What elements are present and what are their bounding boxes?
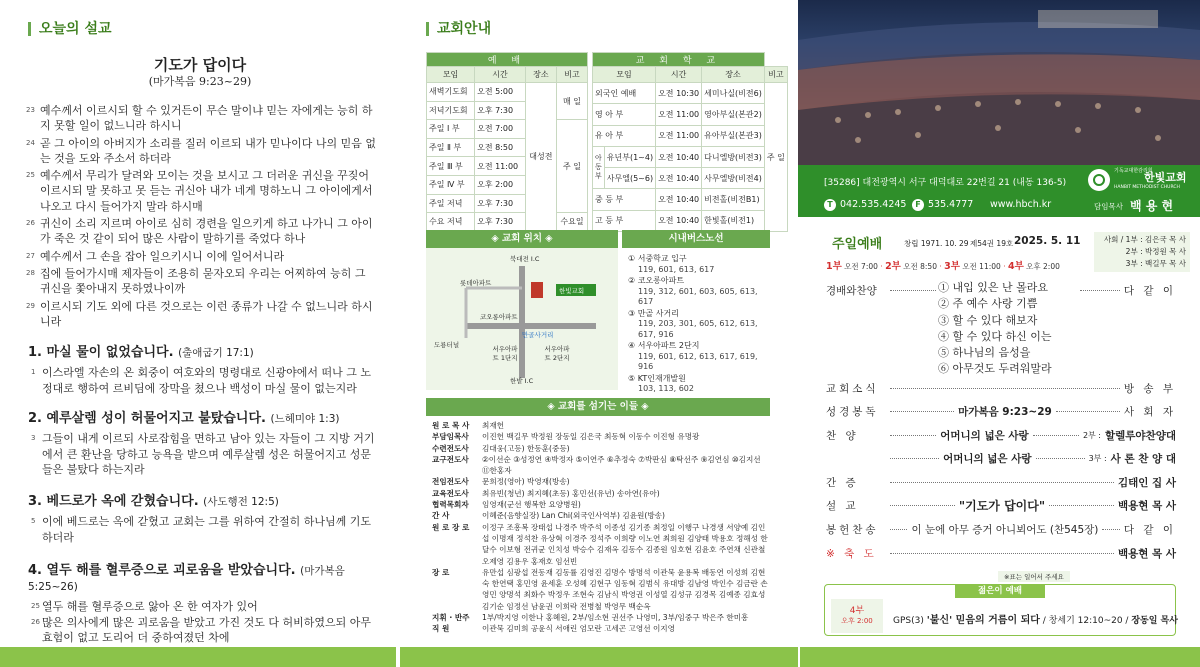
church-marker xyxy=(531,282,543,298)
host-box xyxy=(1094,232,1190,272)
service-time: 오전 11:00 xyxy=(962,262,1001,271)
order-label: 경배와찬양 xyxy=(826,284,877,297)
school-meeting: 유 아 부 xyxy=(593,125,656,146)
school-place: 유아부실(본관3) xyxy=(702,125,765,146)
school-place: 영아부실(본관2) xyxy=(702,104,765,125)
school-time: 오전 11:00 xyxy=(656,125,702,146)
school-place: 비전홀(비전B1) xyxy=(702,189,765,210)
sermon-point xyxy=(28,494,378,545)
order-label: 봉헌찬송 xyxy=(826,523,879,536)
sermon-title: 기도가 답이다 xyxy=(153,56,247,74)
map-label-tunnel: 도룡터널 xyxy=(434,341,460,349)
youth-part: 4부 xyxy=(849,606,865,616)
dotted-leader xyxy=(890,482,1114,483)
verse-text: 열두 해를 혈루증으로 앓아 온 한 여자가 있어 xyxy=(42,600,258,613)
point-title-text: 4. 열두 해를 혈루증으로 괴로움을 받았습니다. xyxy=(28,563,296,578)
service-part: 3부 xyxy=(944,261,960,272)
school-note: 주 일 xyxy=(764,83,787,232)
order-by: 사 론 찬 양 대 xyxy=(1110,452,1176,465)
order-row-item xyxy=(826,380,1176,396)
staff-names: 1부/박지영 이한나 홍혜원, 2부/임소현 권선주 나영미, 3부/임중구 박은주 한미흥 xyxy=(482,613,749,623)
youth-series: GPS(3) xyxy=(893,616,924,626)
congregation-photo xyxy=(798,0,1200,165)
staff-row xyxy=(432,488,770,499)
order-by: 백용현 목 사 xyxy=(1117,547,1176,560)
sermon-point xyxy=(28,563,378,646)
church-address: [35286] 대전광역시 서구 대덕대로 22번길 21 (내동 136-5) xyxy=(824,178,1067,188)
order-label: ※ 축 도 xyxy=(826,547,877,560)
map-label-north-ic: 북대전 I.C xyxy=(510,255,540,263)
staff-names: 임영재(군선 행복한 요양병원) xyxy=(482,500,581,510)
school-row xyxy=(593,83,788,104)
worship-note-daily: 매 일 xyxy=(556,83,587,120)
dotted-leader xyxy=(1056,411,1120,412)
staff-row xyxy=(432,510,770,521)
order-row-item xyxy=(826,521,1176,537)
bus-stop xyxy=(628,254,770,275)
point-title xyxy=(28,563,378,595)
staff-role: 전임전도사 xyxy=(432,477,469,487)
worship-col-header: 시간 xyxy=(475,67,526,83)
worship-title: 주일예배 xyxy=(832,237,883,252)
order-row-item xyxy=(826,497,1176,513)
service-times: 1부 오전 7:00 · 2부 오전 8:50 · 3부 오전 11:00 · 4부 오후 2:00 xyxy=(826,261,1060,272)
point-reference: (마가복음 5:25~26) xyxy=(28,565,345,593)
service-time: 오전 8:50 xyxy=(903,262,937,271)
staff-row xyxy=(432,612,770,623)
verse-text: 그들이 내게 이르되 사로잡힘을 면하고 남아 있는 자들이 그 지방 거기에서 큰 환난을 당하고 능욕을 받으며 예루살렘 성은 허물어지고 성문들은 불탔다 하는지라 xyxy=(42,432,375,477)
worship-meeting: 저녁기도회 xyxy=(427,101,475,120)
youth-preacher: 장동일 목사 xyxy=(1131,616,1178,626)
staff-role: 간 사 xyxy=(432,511,450,521)
school-meeting: 중 등 부 xyxy=(593,189,656,210)
point-title-text: 3. 베드로가 옥에 갇혔습니다. xyxy=(28,494,199,509)
host-label: 3부 : xyxy=(1125,259,1143,268)
order-row-item xyxy=(826,450,1176,466)
location-map xyxy=(426,248,618,390)
verse-text: 이에 베드로는 옥에 갇혔고 교회는 그를 위하여 간절히 하나님께 기도하더라 xyxy=(42,515,371,544)
order-label: 간 증 xyxy=(826,476,859,489)
choir-part: 2부 : xyxy=(1082,430,1101,440)
verse-number: 24 xyxy=(26,138,35,147)
staff-row xyxy=(432,522,770,567)
bus-stop xyxy=(628,374,770,395)
bus-numbers: 119, 203, 301, 605, 612, 613, 617, 916 xyxy=(638,319,758,339)
verse-number: 3 xyxy=(31,434,36,442)
order-label: 찬 양 xyxy=(826,429,859,442)
church-name: 한빛교회 xyxy=(1144,171,1187,184)
verse xyxy=(26,249,376,264)
point-title-text: 1. 마실 물이 없었습니다. xyxy=(28,345,174,360)
worship-time: 오후 7:30 xyxy=(475,194,526,213)
praise-list xyxy=(938,280,1052,378)
verse-text: 이스라엘 자손의 온 회중이 여호와의 명령대로 신광야에서 떠나 그 노정대로 행하여 르비딤에 장막을 쳤으나 백성이 마실 물이 없는지라 xyxy=(42,366,371,395)
church-fax: 535.4777 xyxy=(928,199,974,210)
worship-meeting: 주일 저녁 xyxy=(427,194,475,213)
map-label-seowoo1: 서우아파트 1단지 xyxy=(492,345,518,362)
section-title-church-info: 교회안내 xyxy=(426,22,491,36)
order-by: 사 회 자 xyxy=(1123,405,1176,418)
school-time: 오전 10:40 xyxy=(656,189,702,210)
point-reference: (느헤미야 1:3) xyxy=(270,413,340,425)
dotted-leader xyxy=(890,388,1120,389)
school-row xyxy=(593,168,788,189)
choir-part: 3부 : xyxy=(1088,453,1107,463)
verse-text: 예수께서 이르시되 할 수 있거든이 무슨 말이냐 믿는 자에게는 능히 하지 못할 일이 없느니라 하시니 xyxy=(40,104,373,133)
sermon-point xyxy=(28,411,378,478)
point-title xyxy=(28,411,378,427)
school-row xyxy=(593,146,788,167)
service-part: 1부 xyxy=(826,261,842,272)
verse-number: 25 xyxy=(26,171,35,180)
staff-names: 이혜준(음향실장) Lan Chi(외국인사역부) 김윤원(방송) xyxy=(482,511,665,521)
point-title xyxy=(28,494,378,510)
verse-number: 28 xyxy=(26,268,35,277)
host-label: 2부 : xyxy=(1125,247,1143,256)
order-by: 다 같 이 xyxy=(1123,523,1177,536)
staff-row xyxy=(432,454,770,477)
praise-song: ② 주 예수 사랑 기쁨 xyxy=(938,297,1038,311)
church-logo-icon xyxy=(1088,169,1110,191)
school-time: 오전 10:40 xyxy=(656,210,702,231)
dotted-leader xyxy=(1102,529,1119,530)
school-row xyxy=(593,125,788,146)
worship-row xyxy=(427,120,588,139)
staff-row xyxy=(432,567,770,612)
sermon-reference: (마가복음 9:23~29) xyxy=(148,75,252,88)
host-name: 김은국 목 사 xyxy=(1145,235,1186,244)
bus-stop xyxy=(628,341,770,373)
praise-song: ① 내입 있은 난 몰라요 xyxy=(938,281,1048,294)
school-group-label: 아동부 xyxy=(593,146,605,189)
praise-song: ⑥ 아무것도 두려워말라 xyxy=(938,362,1052,376)
youth-title: '불신' 믿음의 거름이 되다 xyxy=(926,615,1040,626)
dotted-leader xyxy=(890,529,907,530)
order-row-item xyxy=(826,427,1176,443)
order-content: 어머니의 넓은 사랑 xyxy=(940,429,1029,442)
map-label-church: 한빛교회 xyxy=(559,287,585,295)
map-label-crossroad: 만골사거리 xyxy=(522,331,554,339)
school-time: 오전 11:00 xyxy=(656,104,702,125)
worship-note-wed: 수요일 xyxy=(556,213,587,232)
worship-time: 오후 7:30 xyxy=(475,101,526,120)
staff-row xyxy=(432,476,770,487)
school-time: 오전 10:40 xyxy=(656,168,702,189)
verse-number: 25 xyxy=(31,602,40,610)
service-part: 4부 xyxy=(1007,261,1024,272)
pastor-label: 담임목사 xyxy=(1094,202,1123,211)
verse xyxy=(26,168,376,214)
youth-sermon xyxy=(893,611,1178,626)
bottom-green-bar xyxy=(0,647,396,667)
dotted-leader xyxy=(890,553,1114,554)
map-label-seowoo2: 서우아파트 2단지 xyxy=(544,345,570,362)
verse-text: 집에 들어가시매 제자들이 조용히 묻자오되 우리는 어찌하여 능히 그 귀신을 쫓아내지 못하였나이까 xyxy=(40,266,366,296)
service-time: 오후 2:00 xyxy=(1026,262,1060,271)
verse xyxy=(26,299,376,329)
youth-ref: / 창세기 12:10~20 / xyxy=(1042,616,1129,626)
verse-number: 29 xyxy=(26,301,35,310)
verse-text: 귀신이 소리 지르며 아이로 심히 경련을 일으키게 하고 나가니 그 아이가 죽은 것 같이 되어 많은 사람이 말하기를 죽었다 하나 xyxy=(40,216,373,246)
photo-svg xyxy=(798,0,1200,165)
school-meeting: 고 등 부 xyxy=(593,210,656,231)
worship-row xyxy=(427,83,588,102)
service-part: 2부 xyxy=(885,261,901,272)
bus-numbers: 119, 601, 613, 617 xyxy=(638,264,715,274)
school-row xyxy=(593,104,788,125)
staff-row xyxy=(432,443,770,454)
map-svg xyxy=(426,248,618,390)
order-label: 교회소식 xyxy=(826,382,879,395)
section-title-sermon: 오늘의 설교 xyxy=(28,22,112,36)
verse-text: 이르시되 기도 외에 다른 것으로는 이런 종류가 나갈 수 없느니라 하시니라 xyxy=(40,299,373,328)
staff-names: 문희정(영아) 박영재(방송) xyxy=(482,477,570,487)
order-label: 성경봉독 xyxy=(826,405,879,418)
school-meeting: 외국인 예배 xyxy=(593,83,656,104)
church-phone: 042.535.4245 xyxy=(840,199,907,210)
verse-text: 곧 그 아이의 아버지가 소리를 질러 이르되 내가 믿나이다 나의 믿음 없는 것을 도와 주소서 하더라 xyxy=(40,136,376,165)
staff-role: 원 로 장 로 xyxy=(432,522,470,532)
staff-role: 수련전도사 xyxy=(432,443,469,453)
school-place: 사무엘방(비전4) xyxy=(702,168,765,189)
order-content: 마가복음 9:23~29 xyxy=(958,405,1052,418)
staff-names: 최유빈(청년) 최지혜(초등) 홍민선(유년) 송아연(유아) xyxy=(482,488,660,498)
verse-number: 27 xyxy=(26,251,35,260)
host-row xyxy=(1098,258,1186,270)
point-title-text: 2. 예루살렘 성이 허물어지고 불탔습니다. xyxy=(28,411,266,426)
staff-names: 유만섭 심광섭 전동재 김동률 김영진 김명수 방명석 이관묵 윤용복 배동연 이성희 김현숙 한연택 홍민영 윤세훈 오성혜 김현구 임동혁 김범식 유대방 김남영 박인수 김금란 손영민 양명석 최화수 박정우 조현숙 김남식 박영권 이성열 김성규 김경목 김예종 김효성 김기순 임정선 남윤권 이희락 전병철 박영무 백순옥 xyxy=(482,567,768,611)
dotted-leader xyxy=(1036,458,1085,459)
order-row-item xyxy=(826,403,1176,419)
church-contact-bar xyxy=(798,165,1200,217)
worship-meeting: 주일 Ⅲ 부 xyxy=(427,157,475,176)
bus-stop xyxy=(628,276,770,308)
bottom-green-bar-2 xyxy=(400,647,798,667)
bus-stop-name: ④ 서우아파트 2단지 xyxy=(628,341,700,350)
worship-meeting: 새벽기도회 xyxy=(427,83,475,102)
host-name: 박정원 목 사 xyxy=(1145,247,1186,256)
church-website[interactable]: www.hbch.kr xyxy=(990,199,1052,210)
bottom-green-bar-3 xyxy=(800,647,1200,667)
staff-names: 이진헌 백길무 박정원 장동일 김은국 최동혁 이동수 이진형 유명광 xyxy=(482,432,700,442)
worship-time: 오전 11:00 xyxy=(475,157,526,176)
verse xyxy=(26,136,376,166)
worship-col-header: 비고 xyxy=(556,67,587,83)
youth-worship-box xyxy=(824,584,1176,636)
youth-time: 오후 2:00 xyxy=(841,617,873,625)
dotted-leader xyxy=(1080,290,1120,291)
dotted-leader xyxy=(890,411,954,412)
worship-time: 오후 2:00 xyxy=(475,175,526,194)
church-english-name: HANBIT METHODIST CHURCH xyxy=(1114,185,1180,190)
fax-icon: F xyxy=(912,199,924,211)
order-label: 설 교 xyxy=(826,499,859,512)
staff-row xyxy=(432,420,770,431)
bus-numbers: 103, 113, 602 xyxy=(638,384,694,393)
staff-role: 교구전도사 xyxy=(432,454,469,464)
order-content: 이 눈에 아무 증거 아니뵈어도 (찬545장) xyxy=(911,523,1099,536)
order-content: 어머니의 넓은 사랑 xyxy=(943,452,1032,465)
verse xyxy=(26,266,376,296)
staff-list xyxy=(432,420,770,635)
point-title xyxy=(28,345,378,361)
order-by: 방 송 부 xyxy=(1123,382,1176,395)
staff-row xyxy=(432,431,770,442)
praise-song: ③ 할 수 있다 해보자 xyxy=(938,313,1038,327)
verse-text: 예수께서 그 손을 잡아 일으키시니 이에 일어서니라 xyxy=(40,249,285,263)
school-meeting: 사무엘(5~6) xyxy=(604,168,655,189)
church-denomination: 기독교대한감리회 xyxy=(1114,168,1153,174)
phone-icon: T xyxy=(824,199,836,211)
dotted-leader xyxy=(890,435,936,436)
dotted-leader xyxy=(890,290,936,291)
school-place: 다니엘방(비전3) xyxy=(702,146,765,167)
order-by: 백용현 목 사 xyxy=(1117,499,1177,512)
church-info-panel xyxy=(400,0,798,667)
worship-row xyxy=(427,213,588,232)
staff-names: ②이선순 ③성정연 ④박정자 ⑤이연주 ⑥추정숙 ⑦박판심 ⑧탁선주 ⑨김연심 ⑩김지선 ⑪한홍자 xyxy=(482,454,761,476)
standing-footnote: ※표는 일어서 주세요 xyxy=(998,571,1070,582)
worship-meeting: 주일 Ⅳ 부 xyxy=(427,175,475,194)
order-content: "기도가 답이다" xyxy=(958,498,1046,513)
school-row xyxy=(593,210,788,231)
location-header: ◈ 교회 위치 ◈ xyxy=(426,230,618,248)
staff-role: 협력목회자 xyxy=(432,500,469,510)
verse xyxy=(26,216,376,246)
point-reference: (출애굽기 17:1) xyxy=(178,347,254,359)
staff-role: 장 로 xyxy=(432,567,450,577)
school-time: 오전 10:30 xyxy=(656,83,702,104)
verse-number: 23 xyxy=(26,106,35,114)
order-by: 김태인 집 사 xyxy=(1117,476,1176,489)
worship-meeting: 수요 저녁 xyxy=(427,213,475,232)
point-verse xyxy=(28,514,378,545)
bus-stop xyxy=(628,309,770,341)
order-row-item xyxy=(826,545,1176,561)
verse-number: 26 xyxy=(26,218,35,227)
worship-meeting: 주일 Ⅱ 부 xyxy=(427,138,475,157)
bus-stop-name: ⑤ KT인재개발원 xyxy=(628,373,686,383)
dotted-leader xyxy=(890,505,955,506)
bus-routes xyxy=(628,254,770,396)
service-time: 오전 7:00 xyxy=(844,262,878,271)
point-verse xyxy=(28,431,378,478)
worship-time: 오전 5:00 xyxy=(475,83,526,102)
verse-number: 26 xyxy=(31,617,40,626)
worship-col-header: 모임 xyxy=(427,67,475,83)
staff-row xyxy=(432,623,770,634)
school-col-header: 시간 xyxy=(656,67,702,83)
staff-names: 이정구 조흥복 장태섭 나경주 박주석 이종성 김기종 최정일 이행구 나경생 서양예 김인섭 이명재 정석찬 유상혁 이경주 정석주 이희량 이노연 최희원 김양태 박용호 정해성 한달수 이보형 전귀균 인치성 박승수 김재옥 김동수 김종원 임호현 김윤호 주연채 신관철 오제영 김용우 홍재호 임선빈 xyxy=(482,522,768,566)
pastor-name: 백 용 현 xyxy=(1130,199,1174,213)
order-by: 할렐루야찬양대 xyxy=(1105,429,1177,442)
sermon-point xyxy=(28,345,378,396)
school-meeting: 유년부(1~4) xyxy=(604,146,655,167)
worship-table xyxy=(426,52,588,232)
worship-meeting: 주일 Ⅰ 부 xyxy=(427,120,475,139)
school-row xyxy=(593,189,788,210)
staff-names: 이관묵 김미희 공윤식 서애린 엄모란 고세곤 고영선 이지영 xyxy=(482,624,675,634)
staff-role: 부담임목사 xyxy=(432,432,469,442)
church-school-table xyxy=(592,52,788,232)
issue-number: 제54권 19호 xyxy=(970,239,1014,248)
school-time: 오전 10:40 xyxy=(656,146,702,167)
order-row-item xyxy=(826,474,1176,490)
point-verse xyxy=(28,599,378,615)
staff-role: 교육전도사 xyxy=(432,488,469,498)
bus-numbers: 119, 312, 601, 603, 605, 613, 617 xyxy=(638,286,758,306)
bulletin-cover-panel xyxy=(798,0,1200,667)
point-verse xyxy=(28,365,378,396)
school-meeting: 영 아 부 xyxy=(593,104,656,125)
founded-date: 창립 1971. 10. 29 xyxy=(904,239,969,248)
point-reference: (사도행전 12:5) xyxy=(203,496,279,508)
host-name: 백길무 목 사 xyxy=(1145,259,1186,268)
host-row xyxy=(1098,234,1186,246)
staff-header: ◈ 교회를 섬기는 이들 ◈ xyxy=(426,398,770,416)
worship-table-header: 예 배 xyxy=(427,53,588,67)
school-col-header: 비고 xyxy=(764,67,787,83)
youth-time-box xyxy=(831,599,883,633)
order-by: 다 같 이 xyxy=(1123,284,1176,297)
point-verse xyxy=(28,615,378,646)
worship-time: 오전 8:50 xyxy=(475,138,526,157)
staff-names: 최재헌 xyxy=(482,421,505,430)
host-label: 사회 / 1부 : xyxy=(1103,235,1143,244)
school-col-header: 장소 xyxy=(702,67,765,83)
dotted-leader xyxy=(890,458,939,459)
verse-number: 5 xyxy=(31,517,36,525)
staff-names: 김대웅(고등) 한동훈(중등) xyxy=(482,443,570,453)
host-row xyxy=(1098,246,1186,258)
scripture-verses xyxy=(26,103,376,331)
bus-stop-name: ③ 만골 사거리 xyxy=(628,308,679,318)
worship-place: 대성전 xyxy=(525,83,556,232)
bulletin-date: 2025. 5. 11 xyxy=(1014,235,1081,247)
staff-role: 직 원 xyxy=(432,624,450,634)
staff-role: 지휘 · 반주 xyxy=(432,613,470,623)
worship-col-header: 장소 xyxy=(525,67,556,83)
bus-header: 시내버스노선 xyxy=(622,230,770,248)
youth-worship-header: 젊은이 예배 xyxy=(955,584,1045,598)
verse xyxy=(26,103,376,133)
bus-stop-name: ① 서중학교 입구 xyxy=(628,254,687,263)
staff-row xyxy=(432,499,770,510)
dotted-leader xyxy=(1049,505,1114,506)
map-label-hanbat-ic: 한밭 I.C xyxy=(510,377,534,385)
bus-numbers: 119, 601, 612, 613, 617, 619, 916 xyxy=(638,351,758,371)
praise-song: ⑤ 하나님의 음성을 xyxy=(938,346,1031,360)
verse-number: 1 xyxy=(31,368,36,376)
sermon-panel xyxy=(0,0,400,667)
school-table-header: 교 회 학 교 xyxy=(593,53,765,67)
bus-stop-name: ② 코오롱아파트 xyxy=(628,276,685,285)
school-place: 세미나실(비전6) xyxy=(702,83,765,104)
verse-text: 예수께서 무리가 달려와 모이는 것을 보시고 그 더러운 귀신을 꾸짖어 이르시되 말 못하고 못 듣는 귀신아 내가 네게 명하노니 그 아이에게서 나오고 다시 들어가지 말라 하시매 xyxy=(40,169,373,213)
school-place: 한빛홀(비전1) xyxy=(702,210,765,231)
school-col-header: 모임 xyxy=(593,67,656,83)
staff-role: 원 로 목 사 xyxy=(432,421,470,430)
verse-text: 많은 의사에게 많은 괴로움을 받았고 가진 것도 다 허비하였으되 아무 효험이 없고 도리어 더 중하여졌던 차에 xyxy=(42,615,371,645)
worship-note-sunday: 주 일 xyxy=(556,120,587,213)
map-label-kolon: 코오롱아파트 xyxy=(480,313,518,321)
dotted-leader xyxy=(1033,435,1079,436)
worship-time: 오전 7:00 xyxy=(475,120,526,139)
worship-time: 오후 7:30 xyxy=(475,213,526,232)
map-label-lotte: 롯데아파트 xyxy=(460,279,492,287)
praise-song: ④ 할 수 있다 하신 이는 xyxy=(938,329,1052,343)
